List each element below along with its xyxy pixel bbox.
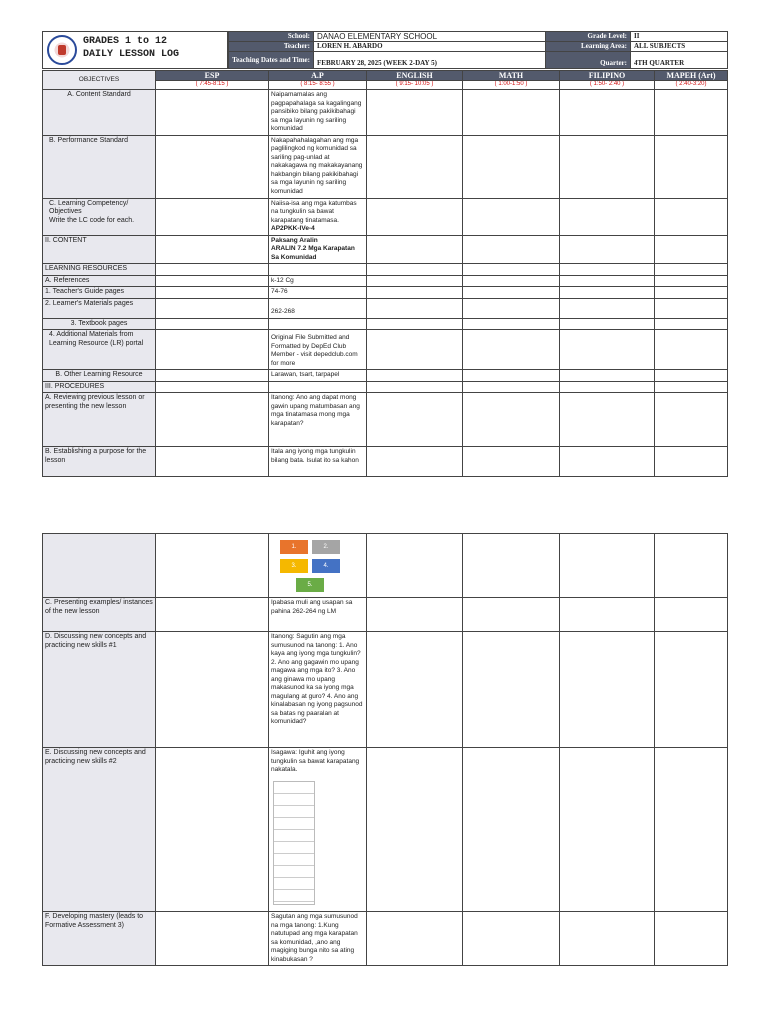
ap-cell: Nakapahahalagahan ang mga paglilingkod ng komunidad sa sariling pag-unlad at nakakagawa ng makakayanang hakbangin bilang pakikibahagi sa mga layunin ng sariling komunidad bbox=[269, 135, 367, 198]
ap-cell: Sagutan ang mga sumusunod na mga tanong: 1.Kung natutupad ang mga karapatan sa komunidad, ,ano ang magiging bunga nito sa ating kinabukasan ? bbox=[269, 912, 367, 966]
row-label: A. Reviewing previous lesson or presenting the new lesson bbox=[43, 393, 156, 447]
ap-cell: 74-76 bbox=[269, 287, 367, 299]
table-row bbox=[43, 264, 728, 276]
school-value: DANAO ELEMENTARY SCHOOL bbox=[314, 32, 546, 42]
learning-area-value: ALL SUBJECTS bbox=[631, 42, 728, 52]
row-label: 2. Learner's Materials pages bbox=[43, 298, 156, 318]
subject-filipino: FILIPINO bbox=[560, 71, 655, 81]
table-row bbox=[43, 275, 728, 287]
row-label: 4. Additional Materials from Learning Resource (LR) portal bbox=[43, 330, 156, 370]
subject-ap: A.P bbox=[269, 71, 367, 81]
row-label: II. CONTENT bbox=[43, 235, 156, 264]
ap-cell: Itanong: Ano ang dapat mong gawin upang matumbasan ang mga tinatamasa mong mga karapatan? bbox=[269, 393, 367, 447]
table-row bbox=[43, 598, 728, 632]
subject-mapeh: MAPEH (Art) bbox=[655, 71, 728, 81]
teacher-label: Teacher: bbox=[229, 42, 314, 52]
objectives-header: OBJECTIVES bbox=[43, 71, 156, 90]
row-label: B. Other Learning Resource bbox=[43, 370, 156, 382]
time-math: ( 1:00-1:50 ) bbox=[463, 81, 560, 90]
subject-english: ENGLISH bbox=[367, 71, 463, 81]
table-row bbox=[43, 381, 728, 393]
teacher-value: LOREN H. ABARDO bbox=[314, 42, 546, 52]
row-label: 3. Textbook pages bbox=[43, 318, 156, 330]
subject-math: MATH bbox=[463, 71, 560, 81]
grade-level-value: II bbox=[631, 32, 728, 42]
table-row bbox=[43, 534, 728, 598]
ap-cell: Ipabasa muli ang usapan sa pahina 262-264 ng LM bbox=[269, 598, 367, 632]
header-logo-cell bbox=[42, 31, 228, 69]
ap-cell: Itanong: Sagutin ang mga sumusunod na tanong: 1. Ano kaya ang iyong mga tungkulin? 2. Ano ang gagawin mo upang magawa ang mga ito? 3. Ano ang ginawa mo upang makasunod ka sa iyong mga magulang at guro? 4. Ano ang kinalabasan ng iyong pagsunod sa batas ng paaralan at komunidad? bbox=[269, 632, 367, 748]
box-2: 2. bbox=[312, 540, 340, 554]
ap-cell: Isagawa: Iguhit ang iyong tungkulin sa bawat karapatang nakatala. bbox=[271, 749, 360, 773]
table-row bbox=[43, 287, 728, 299]
table-row bbox=[43, 90, 728, 136]
table-row bbox=[43, 330, 728, 370]
box-4: 4. bbox=[312, 559, 340, 573]
lesson-table-page1 bbox=[42, 70, 728, 477]
table-row bbox=[43, 235, 728, 264]
quarter-value: 4TH QUARTER bbox=[631, 52, 728, 69]
table-row bbox=[43, 748, 728, 912]
row-label: C. Learning Competency/ Objectives bbox=[49, 199, 129, 215]
ap-cell: Naiisa-isa ang mga katumbas na tungkulin sa bawat karapatang tinatamasa. bbox=[271, 199, 357, 224]
numbered-boxes bbox=[269, 534, 367, 598]
row-label: LEARNING RESOURCES bbox=[43, 264, 156, 276]
ap-cell: 262-268 bbox=[269, 298, 367, 318]
time-ap: ( 8:15- 8:55 ) bbox=[269, 81, 367, 90]
ap-cell: Larawan, tsart, tarpapel bbox=[269, 370, 367, 382]
table-row bbox=[43, 447, 728, 477]
table-row bbox=[43, 632, 728, 748]
header-table bbox=[228, 31, 728, 69]
ap-content-head: Paksang Aralin bbox=[271, 236, 318, 244]
table-row bbox=[43, 298, 728, 318]
row-label: A. Content Standard bbox=[43, 90, 156, 136]
grades-title: GRADES 1 to 12 bbox=[83, 36, 168, 47]
table-row bbox=[43, 318, 728, 330]
ap-cell: Itala ang iyong mga tungkulin bilang bata. Isulat ito sa kahon bbox=[269, 447, 367, 477]
ap-cell: k-12 Cg bbox=[269, 275, 367, 287]
table-row bbox=[43, 135, 728, 198]
time-mapeh: ( 2:40-3:20) bbox=[655, 81, 728, 90]
worksheet-thumbnail bbox=[273, 781, 315, 905]
box-5: 5. bbox=[296, 578, 324, 592]
row-label: B. Establishing a purpose for the lesson bbox=[43, 447, 156, 477]
ap-content: ARALIN 7.2 Mga Karapatan Sa Komunidad bbox=[271, 245, 355, 261]
deped-seal-icon bbox=[47, 35, 77, 65]
subject-esp: ESP bbox=[156, 71, 269, 81]
time-esp: ( 7:45-8:15 ) bbox=[156, 81, 269, 90]
school-label: School: bbox=[229, 32, 314, 42]
time-filipino: ( 1:50- 2:40 ) bbox=[560, 81, 655, 90]
row-label: B. Performance Standard bbox=[43, 135, 156, 198]
ap-cell: Naipamamalas ang pagpapahalaga sa kagalingang pansibiko bilang pakikibahagi sa mga layunin ng sariling komunidad bbox=[269, 90, 367, 136]
row-label: 1. Teacher's Guide pages bbox=[43, 287, 156, 299]
row-label: C. Presenting examples/ instances of the new lesson bbox=[43, 598, 156, 632]
table-row bbox=[43, 370, 728, 382]
table-row bbox=[43, 912, 728, 966]
dates-value: FEBRUARY 28, 2025 (WEEK 2-DAY 5) bbox=[314, 52, 546, 69]
table-row bbox=[43, 393, 728, 447]
row-label: D. Discussing new concepts and practicing new skills #1 bbox=[43, 632, 156, 748]
lesson-table-page2 bbox=[42, 533, 728, 966]
learning-area-label: Learning Area: bbox=[546, 42, 631, 52]
table-row bbox=[43, 198, 728, 235]
row-note: Write the LC code for each. bbox=[49, 216, 135, 224]
row-label: A. References bbox=[43, 275, 156, 287]
time-english: ( 9:15- 10:05 ) bbox=[367, 81, 463, 90]
dll-title: DAILY LESSON LOG bbox=[83, 49, 180, 60]
box-1: 1. bbox=[280, 540, 308, 554]
lc-code: AP2PKK-IVe-4 bbox=[271, 225, 315, 232]
quarter-label: Quarter: bbox=[546, 52, 631, 69]
row-label: F. Developing mastery (leads to Formative Assessment 3) bbox=[43, 912, 156, 966]
box-3: 3. bbox=[280, 559, 308, 573]
row-label: III. PROCEDURES bbox=[43, 381, 156, 393]
ap-cell: Original File Submitted and Formatted by DepEd Club Member - visit depedclub.com for more bbox=[269, 330, 367, 370]
dates-label: Teaching Dates and Time: bbox=[229, 52, 314, 69]
grade-level-label: Grade Level: bbox=[546, 32, 631, 42]
row-label: E. Discussing new concepts and practicing new skills #2 bbox=[43, 748, 156, 912]
